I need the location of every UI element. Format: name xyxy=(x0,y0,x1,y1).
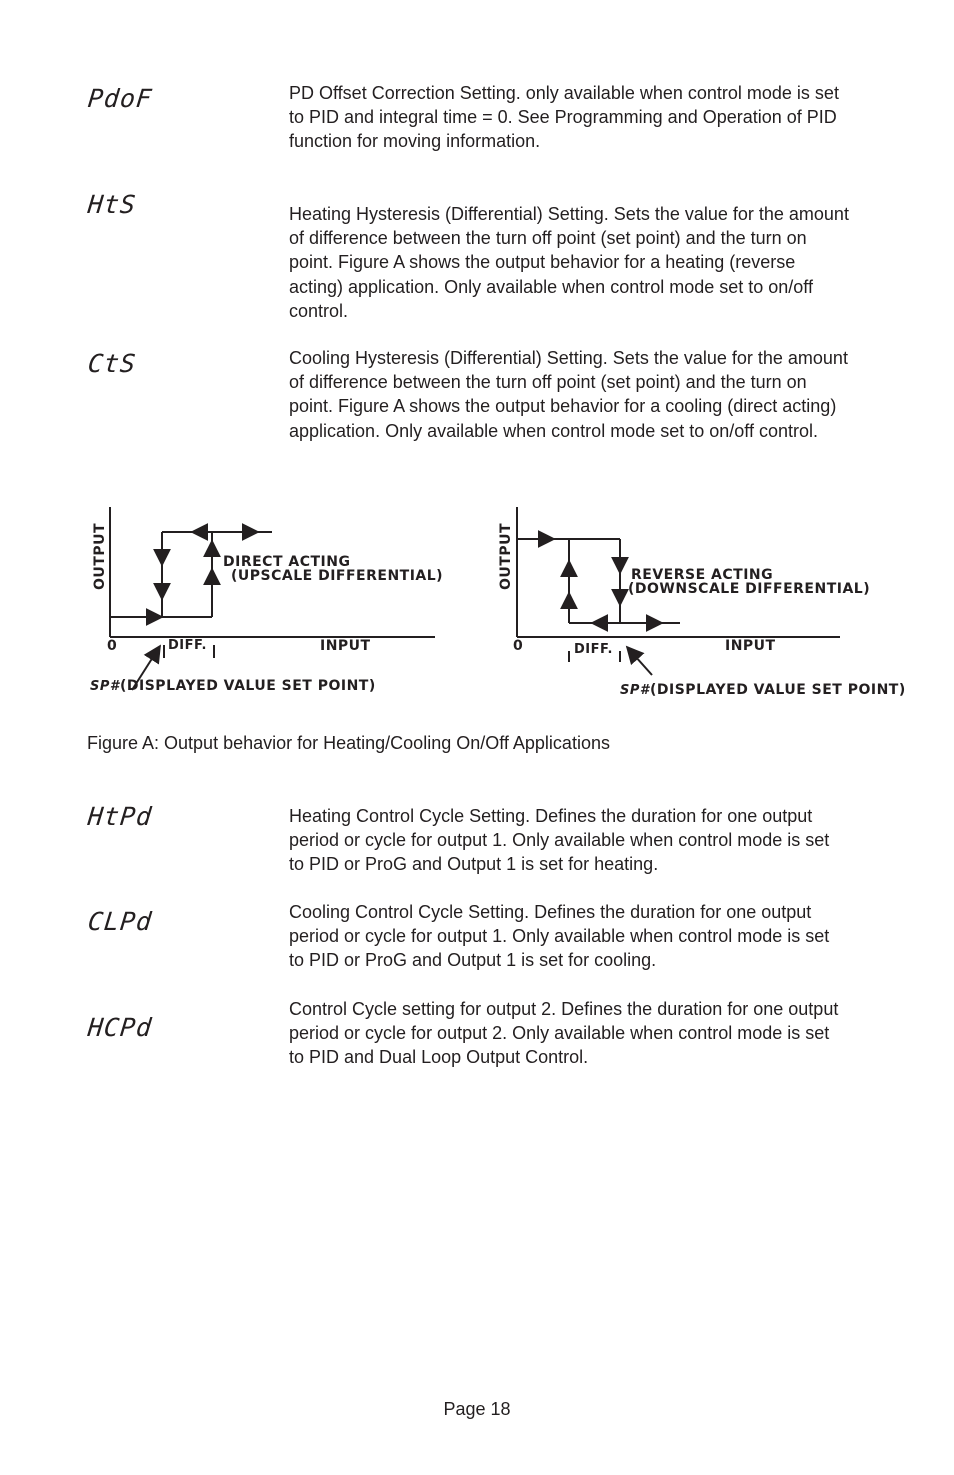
parameter-code-pdof: PdoF xyxy=(86,84,154,113)
reverse-origin-label: 0 xyxy=(513,638,524,654)
parameter-code-cts: CtS xyxy=(86,349,138,378)
direct-diff-label: DIFF. xyxy=(168,638,207,653)
reverse-mode-sublabel: (DOWNSCALE DIFFERENTIAL) xyxy=(628,581,871,597)
direct-mode-sublabel: (UPSCALE DIFFERENTIAL) xyxy=(231,568,444,584)
direct-y-axis-label: OUTPUT xyxy=(92,523,108,590)
reverse-sp-label: (DISPLAYED VALUE SET POINT) xyxy=(650,682,906,698)
reverse-x-axis-label: INPUT xyxy=(725,638,776,654)
parameter-description-hcpd: Control Cycle setting for output 2. Defines the duration for one output period or cycle for output 2. Only available when control mode is set to PID and Dual Loop Output Control. xyxy=(289,999,839,1068)
parameter-description-cts: Cooling Hysteresis (Differential) Setting. Sets the value for the amount of difference between the turn off point (set point) and the turn on point. Figure A shows the output behavior for a cooling (direct acting) application. Only available when control mode set to on/off control. xyxy=(289,348,848,441)
page-number: Page 18 xyxy=(443,1399,511,1419)
direct-sp-code: SP# xyxy=(90,679,120,694)
parameter-code-hts: HtS xyxy=(86,190,138,219)
parameter-description-htpd: Heating Control Cycle Setting. Defines the duration for one output period or cycle for output 1. Only available when control mode is set to PID or ProG and Output 1 is set for heating. xyxy=(289,806,830,875)
figure-a xyxy=(80,495,906,710)
parameter-code-hcpd: HCPd xyxy=(86,1013,154,1042)
reverse-diff-label: DIFF. xyxy=(574,642,613,657)
parameter-description-hts: Heating Hysteresis (Differential) Setting. Sets the value for the amount of difference between the turn off point (set point) and the turn on point. Figure A shows the output behavior for a heating (reverse acting) application. Only available when control mode set to on/off control. xyxy=(289,204,849,321)
reverse-mode-label: REVERSE ACTING xyxy=(631,567,774,583)
direct-mode-label: DIRECT ACTING xyxy=(223,554,351,570)
figure-caption: Figure A: Output behavior for Heating/Cooling On/Off Applications xyxy=(87,733,610,753)
reverse-sp-code: SP# xyxy=(620,683,650,698)
parameter-code-clpd: CLPd xyxy=(86,907,154,936)
parameter-description-pdof: PD Offset Correction Setting. only available when control mode is set to PID and integral time = 0. See Programming and Operation of PID function for moving information. xyxy=(289,83,839,152)
direct-origin-label: 0 xyxy=(107,638,118,654)
direct-x-axis-label: INPUT xyxy=(320,638,371,654)
parameter-code-htpd: HtPd xyxy=(86,802,154,831)
parameter-description-clpd: Cooling Control Cycle Setting. Defines the duration for one output period or cycle for output 1. Only available when control mode is set to PID or ProG and Output 1 is set for cooling. xyxy=(289,902,830,971)
direct-sp-label: (DISPLAYED VALUE SET POINT) xyxy=(120,678,376,694)
reverse-y-axis-label: OUTPUT xyxy=(498,523,514,590)
direct-acting-diagram xyxy=(110,507,435,690)
